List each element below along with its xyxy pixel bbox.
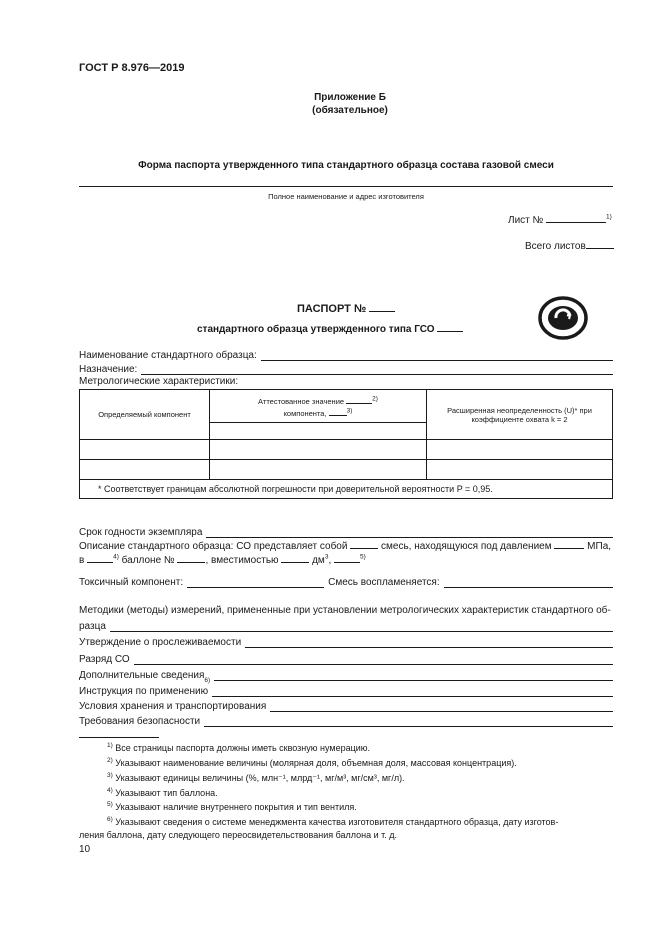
description-line-1: Описание стандартного образца: СО представляет собой смесь, находящуюся под давлением МПа,	[79, 541, 612, 552]
grade-field[interactable]: Разряд СО	[79, 651, 613, 665]
passport-subtitle-text: стандартного образца утвержденного типа ГСО	[197, 324, 435, 335]
total-sheets-blank	[586, 239, 614, 249]
traceability-field[interactable]: Утверждение о прослеживаемости	[79, 634, 613, 648]
footnote-4: $^{4)}$ Указывают тип баллона.	[107, 787, 218, 798]
toxic-label: Токсичный компонент:	[79, 577, 184, 588]
passport-number-blank	[369, 302, 395, 312]
manufacturer-line	[79, 186, 613, 187]
methods-line-1: Методики (методы) измерений, примененные при установлении метрологических характеристик стандартного об-	[79, 605, 611, 616]
metrological-label: Метрологические характеристики:	[79, 376, 239, 387]
footnote-5: $^{5)}$ Указывают наличие внутреннего покрытия и тип вентиля.	[107, 801, 357, 812]
table-note: * Соответствует границам абсолютной погрешности при доверительной вероятности P = 0,95.	[80, 480, 613, 499]
table-cell[interactable]	[210, 440, 427, 460]
appendix-title: Приложение Б	[314, 92, 386, 103]
passport-subtitle	[197, 322, 463, 335]
capacity-blank[interactable]	[281, 553, 309, 563]
appendix-status: (обязательное)	[312, 105, 388, 116]
table-cell[interactable]	[80, 440, 210, 460]
mixture-type-blank[interactable]	[350, 539, 378, 549]
passport-title-text: ПАСПОРТ №	[297, 303, 367, 315]
table-cell[interactable]	[427, 440, 613, 460]
toxic-blank[interactable]	[187, 578, 324, 588]
manufacturer-caption: Полное наименование и адрес изготовителя	[268, 192, 424, 201]
standard-sample-name-field[interactable]	[79, 347, 613, 361]
passport-title	[297, 302, 395, 315]
total-sheets	[525, 239, 614, 252]
sheet-number-blank	[546, 213, 606, 223]
footnote-6: $^{6)}$ Указывают сведения о системе менеджмента качества изготовителя стандартного образца, дату изготов-	[107, 816, 559, 827]
sheet-label: Лист №	[508, 215, 544, 226]
form-title: Форма паспорта утвержденного типа стандартного образца состава газовой смеси	[138, 160, 554, 171]
document-standard: ГОСТ Р 8.976—2019	[79, 62, 185, 74]
col-value-sub	[210, 423, 427, 440]
cylinder-type-blank[interactable]	[87, 553, 113, 563]
footnote-3: $^{3)}$ Указывают единицы величины (%, млн⁻¹, млрд⁻¹, мг/м³, мг/см³, мг/л).	[107, 772, 405, 783]
col-value-header: Аттестованное значение $^{2)}$ компонента, $^{3)}$	[210, 390, 427, 423]
description-line-2: в $^{4)}$ баллоне № , вместимостью $дм^3$, $^{5)}$	[79, 553, 366, 566]
coating-blank[interactable]	[334, 553, 360, 563]
footnote-1: $^{1)}$ Все страницы паспорта должны иметь сквозную нумерацию.	[107, 742, 371, 753]
additional-field[interactable]: Дополнительные сведения 6)	[79, 667, 613, 681]
table-cell[interactable]	[210, 460, 427, 480]
col-component-header: Определяемый компонент	[80, 390, 210, 440]
safety-field[interactable]: Требования безопасности	[79, 713, 613, 727]
cylinder-number-blank[interactable]	[177, 553, 205, 563]
purpose-field[interactable]	[79, 361, 613, 375]
pressure-blank[interactable]	[554, 539, 584, 549]
instructions-field[interactable]: Инструкция по применению	[79, 683, 613, 697]
standard-sample-name-label: Наименование стандартного образца:	[79, 350, 257, 361]
total-sheets-label: Всего листов	[525, 241, 586, 252]
gso-number-blank	[437, 322, 463, 332]
sheet-number	[508, 213, 612, 226]
metrological-table	[79, 389, 613, 499]
footnote-6-continued: ления баллона, дату следующего переосвидетельствования баллона и т. д.	[79, 830, 398, 840]
shelf-life-field[interactable]	[79, 524, 613, 538]
table-cell[interactable]	[427, 460, 613, 480]
flammable-blank[interactable]	[444, 578, 613, 588]
col-uncertainty-header: Расширенная неопределенность (U)* при коэффициенте охвата k = 2	[427, 390, 613, 440]
methods-field[interactable]: разца	[79, 618, 613, 632]
footnote-2: $^{2)}$ Указывают наименование величины (молярная доля, объемная доля, массовая концентрация).	[107, 757, 517, 768]
page-number: 10	[79, 844, 91, 855]
storage-field[interactable]: Условия хранения и транспортирования	[79, 698, 613, 712]
shelf-life-label: Срок годности экземпляра	[79, 527, 203, 538]
sheet-ref: 1)	[606, 213, 612, 221]
footnote-separator	[79, 737, 159, 738]
toxic-flammable-row	[79, 577, 613, 588]
table-cell[interactable]	[80, 460, 210, 480]
flammable-label: Смесь воспламеняется:	[328, 577, 440, 588]
purpose-label: Назначение:	[79, 364, 138, 375]
gso-mark-icon	[538, 295, 588, 341]
